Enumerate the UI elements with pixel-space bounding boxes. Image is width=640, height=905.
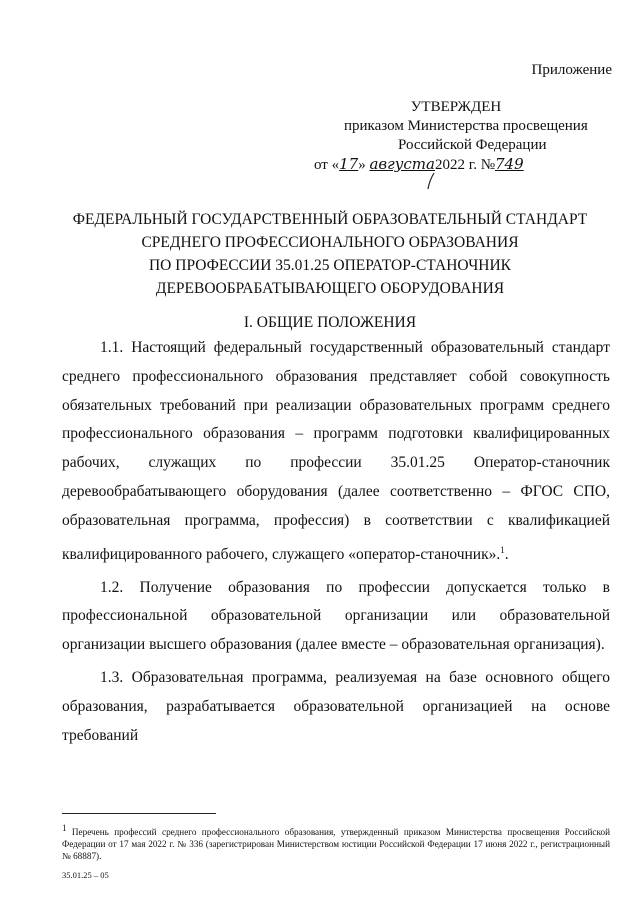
document-title [40, 208, 620, 300]
footnote-divider [62, 813, 216, 814]
approved-label: УТВЕРЖДЕН [410, 99, 502, 115]
footnote-text: Перечень профессий среднего профессионального образования, утвержденный приказом Министерства просвещения Российской Федерации от 17 мая 2022 г. № 336 (зарегистрирован Министерством юстиции Российской Федерации 17 июня 2022 г., регистрационный № 68887). [62, 827, 610, 862]
handwritten-mark [425, 172, 441, 190]
paragraph-1-2: 1.2. Получение образования по профессии допускается только в профессиональной образовательной организации или образовательной организации высшего образования (далее вместе – образовательная организация). [62, 578, 610, 654]
title-line-3: ПО ПРОФЕССИИ 35.01.25 ОПЕРАТОР-СТАНОЧНИК [148, 257, 512, 274]
footnote [62, 822, 610, 862]
page-code: 35.01.25 – 05 [62, 870, 109, 880]
handwritten-order-number: 749 [495, 155, 524, 173]
section-body [62, 334, 610, 750]
date-prefix: от « [314, 157, 340, 173]
paragraph-1-1-text: 1.1. Настоящий федеральный государственный образовательный стандарт среднего профессионального образования представляет собой совокупность обязательных требований при реализации образовательных программ среднего профессионального образования – программ подготовки квалифицированных рабочих, служащих по профессии 35.01.25 Оператор-станочник деревообрабатывающего оборудования (далее соответственно – ФГОС СПО, образовательная программа, профессия) в соответствии с квалификацией квалифицированного рабочего, служащего «оператор-станочник». [62, 339, 610, 563]
paragraph-1-3: 1.3. Образовательная программа, реализуемая на базе основного общего образования, разрабатывается образовательной организацией на основе требований [62, 668, 610, 744]
date-year: 2022 г. № [434, 157, 496, 173]
footnote-marker: 1 [62, 823, 67, 833]
date-mid: » [358, 157, 366, 173]
section-title: I. ОБЩИЕ ПОЛОЖЕНИЯ [243, 314, 417, 331]
title-line-1: ФЕДЕРАЛЬНЫЙ ГОСУДАРСТВЕННЫЙ ОБРАЗОВАТЕЛЬНЫЙ СТАНДАРТ [72, 211, 588, 228]
paragraph-1-1: 1.1. Настоящий федеральный государственный образовательный стандарт среднего профессионального образования представляет собой совокупность обязательных требований при реализации образовательных программ среднего профессионального образования – программ подготовки квалифицированных рабочих, служащих по профессии 35.01.25 Оператор-станочник деревообрабатывающего оборудования (далее соответственно – ФГОС СПО, образовательная программа, профессия) в соответствии с квалификацией квалифицированного рабочего, служащего «оператор-станочник».$^1$. [62, 339, 610, 563]
title-line-4: ДЕРЕВООБРАБАТЫВАЮЩЕГО ОБОРУДОВАНИЯ [155, 280, 505, 297]
approval-block [300, 98, 590, 174]
appendix-label: Приложение [531, 62, 612, 78]
handwritten-day: 17 [339, 155, 359, 173]
approved-by-line-2: Российской Федерации [398, 137, 547, 153]
order-date-line [300, 155, 590, 174]
footnote-ref: 1 [500, 544, 505, 555]
approved-by-line: приказом Министерства просвещения [344, 118, 588, 134]
title-line-2: СРЕДНЕГО ПРОФЕССИОНАЛЬНОГО ОБРАЗОВАНИЯ [141, 234, 519, 251]
handwritten-month: августа [369, 155, 435, 173]
